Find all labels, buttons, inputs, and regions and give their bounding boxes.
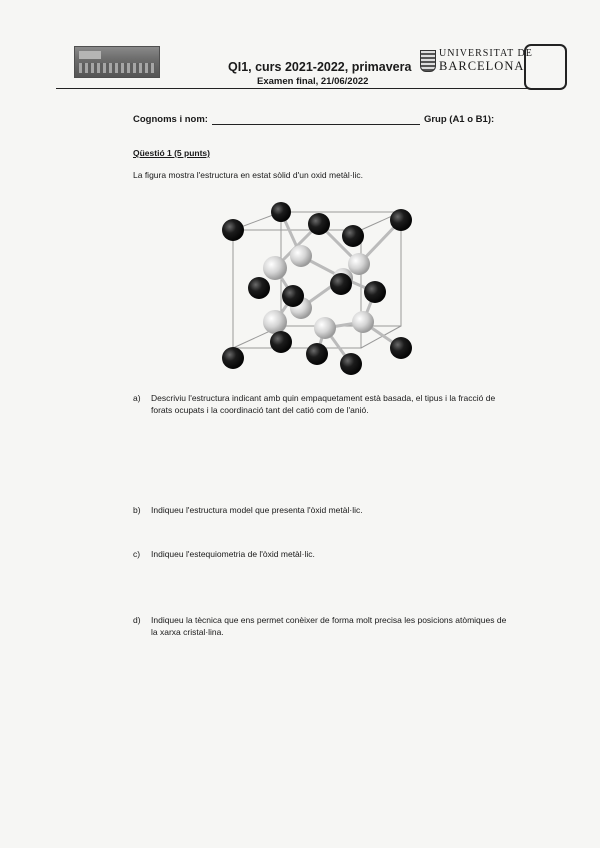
light-atom bbox=[348, 253, 370, 275]
question-intro: La figura mostra l'estructura en estat sòlid d'un oxid metàl·lic. bbox=[133, 170, 364, 180]
exam-subtitle: Examen final, 21/06/2022 bbox=[257, 76, 369, 87]
dark-atom bbox=[271, 202, 291, 222]
dark-atom bbox=[330, 273, 352, 295]
item-text: Descriviu l'estructura indicant amb quin empaquetament està basada, el tipus i la fracció de forats ocupats i la coordinació tant del catió com de l'anió. bbox=[151, 393, 496, 415]
item-text: Indiqueu l'estructura model que presenta l'òxid metàl·lic. bbox=[151, 505, 363, 515]
dark-atom bbox=[390, 337, 412, 359]
university-crest-icon bbox=[420, 50, 436, 72]
item-letter: a) bbox=[133, 393, 141, 403]
dark-atom bbox=[270, 331, 292, 353]
item-letter: b) bbox=[133, 505, 141, 515]
dark-atom bbox=[306, 343, 328, 365]
university-name-line1: UNIVERSITAT DE bbox=[439, 48, 533, 59]
dark-atoms bbox=[222, 202, 412, 375]
light-atom bbox=[314, 317, 336, 339]
light-atom bbox=[263, 310, 287, 334]
header-divider bbox=[56, 88, 564, 89]
item-text: Indiqueu la tècnica que ens permet conèixer de forma molt precisa les posicions atòmiques de la xarxa cristal·lina. bbox=[151, 615, 507, 637]
dark-atom bbox=[222, 347, 244, 369]
light-atoms bbox=[263, 245, 374, 339]
group-label: Grup (A1 o B1): bbox=[423, 114, 495, 125]
question-item-c bbox=[133, 548, 513, 560]
university-name-line2: BARCELONA bbox=[439, 59, 525, 73]
dark-atom bbox=[308, 213, 330, 235]
student-info-line bbox=[133, 114, 513, 125]
dark-atom bbox=[364, 281, 386, 303]
faculty-logo-icon bbox=[74, 46, 160, 78]
crystal-structure-figure bbox=[215, 198, 415, 382]
item-letter: d) bbox=[133, 615, 141, 625]
name-field[interactable] bbox=[212, 115, 420, 125]
dark-atom bbox=[222, 219, 244, 241]
dark-atom bbox=[248, 277, 270, 299]
item-letter: c) bbox=[133, 549, 141, 559]
dark-atom bbox=[390, 209, 412, 231]
question-item-b bbox=[133, 504, 513, 516]
question-item-d bbox=[133, 614, 513, 638]
question-title: Qüestió 1 (5 punts) bbox=[133, 148, 210, 158]
dark-atom bbox=[282, 285, 304, 307]
grade-box[interactable] bbox=[524, 44, 567, 90]
light-atom bbox=[352, 311, 374, 333]
light-atom bbox=[290, 245, 312, 267]
light-atom bbox=[263, 256, 287, 280]
name-label: Cognoms i nom: bbox=[133, 114, 208, 125]
question-item-a bbox=[133, 392, 513, 416]
exam-title: QI1, curs 2021-2022, primavera bbox=[228, 60, 412, 74]
dark-atom bbox=[340, 353, 362, 375]
item-text: Indiqueu l'estequiometria de l'òxid metàl·lic. bbox=[151, 549, 315, 559]
dark-atom bbox=[342, 225, 364, 247]
